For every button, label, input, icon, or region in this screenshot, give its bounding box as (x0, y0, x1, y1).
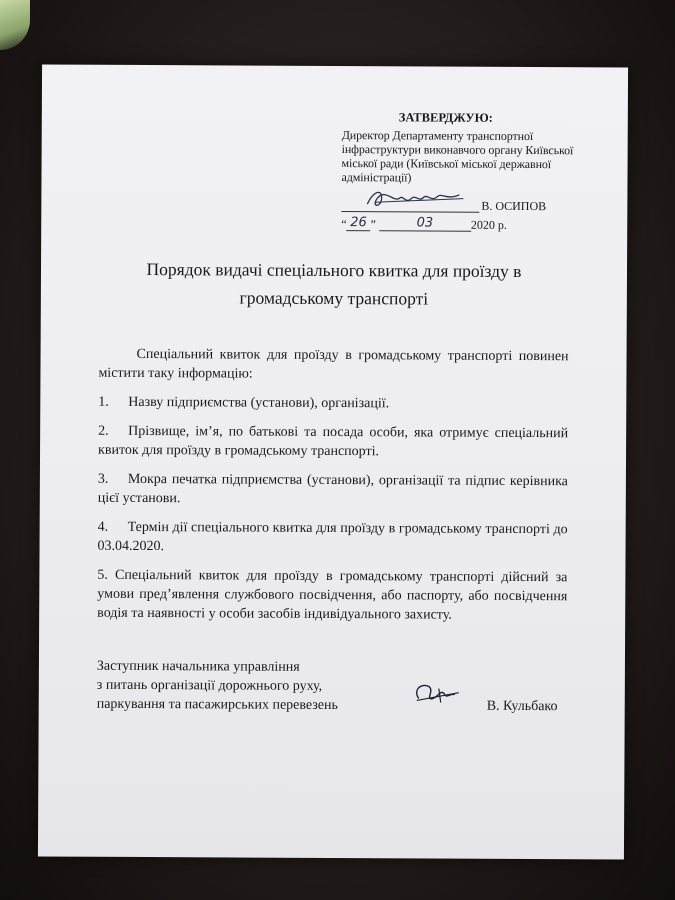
approval-heading: ЗАТВЕРДЖУЮ: (398, 110, 493, 125)
list-item: 4. Термін дії спеціального квитка для проїзду в громадському транспорті до 03.04.2020. (97, 519, 568, 555)
signatory-position: Заступник начальника управління з питань організації дорожнього руху, паркування та пасажирських перевезень (96, 658, 338, 714)
approval-block (341, 110, 592, 233)
list-item: 1. Назву підприємства (установи), організації. (98, 394, 390, 412)
approval-date-year: 2020 р. (470, 217, 507, 232)
background-corner (0, 0, 30, 50)
document-title-line-2: громадському транспорті (239, 287, 429, 309)
list-item: 2. Прізвище, ім’я, по батькові та посада особи, яка отримує спеціальний квиток для проїзду в громадському транспорті. (98, 423, 569, 460)
document-page (38, 64, 628, 859)
document-body (97, 345, 569, 635)
signatory-name: В. Кульбако (486, 698, 558, 715)
document-title (41, 254, 627, 313)
approver-name: В. ОСИПОВ (481, 198, 547, 214)
approver-signature (363, 184, 473, 215)
signatory-signature (409, 676, 469, 712)
list-item: 5. Спеціальний квиток для проїзду в громадському транспорті дійсний за умови пред’явлення службового посвідчення, або паспорту, або посвідчення водія та наявності у особи засобів індивідуального захисту. (97, 567, 568, 623)
signatory-block (97, 657, 567, 716)
approver-position: Директор Департаменту транспортної інфраструктури виконавчого органу Київської міської ради (Київської міської державної адміністрації) (341, 128, 574, 185)
approval-date-month: 03 (379, 216, 471, 231)
list-item: 3. Мокра печатка підприємства (установи), організації та підпис керівника цієї установи. (97, 471, 568, 507)
approval-date-day: 26 (347, 216, 371, 231)
approval-date: “ 26 ” 03 2020 р. (341, 215, 507, 232)
approver-signature-line (341, 198, 591, 213)
document-title-line-1: Порядок видачі спеціального квитка для проїзду в (146, 259, 522, 281)
intro-paragraph: Спеціальний квиток для проїзду в громадському транспорті повинен містити таку інформацію: (98, 346, 569, 382)
